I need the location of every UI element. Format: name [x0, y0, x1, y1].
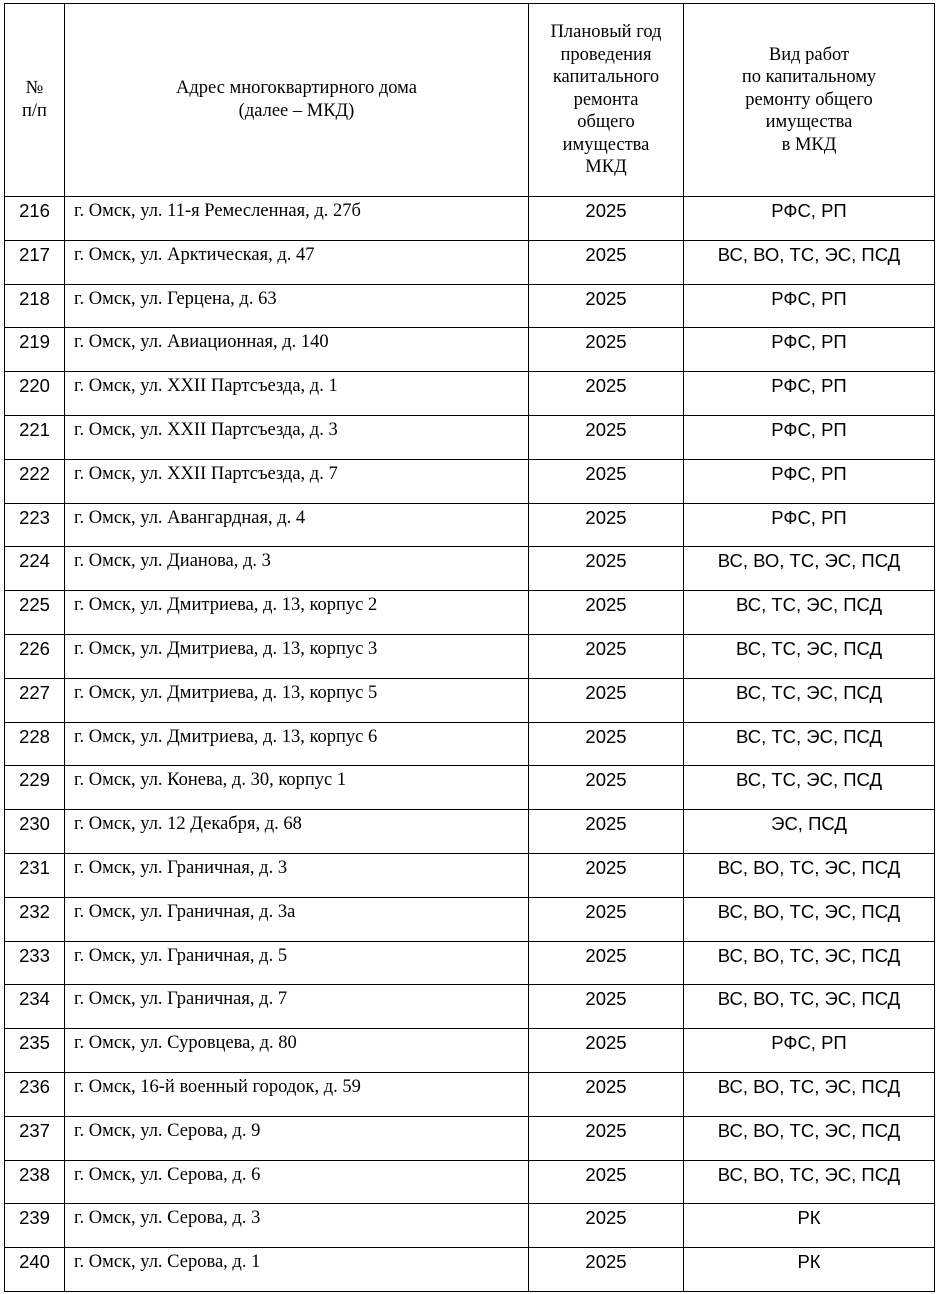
table-row: [5, 678, 935, 722]
table-header-row: [5, 4, 935, 197]
row-address: г. Омск, ул. Граничная, д. 7: [65, 985, 529, 1029]
row-number: 239: [5, 1204, 65, 1248]
row-address: г. Омск, ул. Граничная, д. 5: [65, 941, 529, 985]
row-work-types: ВС, ВО, ТС, ЭС, ПСД: [684, 1116, 935, 1160]
row-planned-year: 2025: [529, 328, 684, 372]
row-address: г. Омск, ул. Арктическая, д. 47: [65, 240, 529, 284]
row-address: г. Омск, ул. Серова, д. 6: [65, 1160, 529, 1204]
row-work-types: ВС, ВО, ТС, ЭС, ПСД: [684, 240, 935, 284]
row-number: 236: [5, 1072, 65, 1116]
header-line: имущества: [562, 134, 650, 155]
table-row: [5, 1160, 935, 1204]
row-work-types: ВС, ВО, ТС, ЭС, ПСД: [684, 1160, 935, 1204]
row-planned-year: 2025: [529, 678, 684, 722]
table-row: [5, 328, 935, 372]
row-planned-year: 2025: [529, 1248, 684, 1292]
header-line: ремонта: [573, 89, 639, 110]
row-work-types: ВС, ВО, ТС, ЭС, ПСД: [684, 941, 935, 985]
row-number: 235: [5, 1029, 65, 1073]
header-line: №: [25, 78, 44, 99]
row-number: 238: [5, 1160, 65, 1204]
table-row: [5, 1029, 935, 1073]
table-row: [5, 197, 935, 241]
table-row: [5, 853, 935, 897]
row-address: г. Омск, ул. Авангардная, д. 4: [65, 503, 529, 547]
row-number: 219: [5, 328, 65, 372]
row-address: г. Омск, ул. Дмитриева, д. 13, корпус 5: [65, 678, 529, 722]
table-row: [5, 1116, 935, 1160]
row-address: г. Омск, ул. Серова, д. 1: [65, 1248, 529, 1292]
header-line: Вид работ: [768, 44, 850, 65]
table-row: [5, 1204, 935, 1248]
row-planned-year: 2025: [529, 1029, 684, 1073]
table-row: [5, 372, 935, 416]
table-row: [5, 591, 935, 635]
row-work-types: ВС, ВО, ТС, ЭС, ПСД: [684, 853, 935, 897]
row-number: 223: [5, 503, 65, 547]
row-number: 234: [5, 985, 65, 1029]
header-num: [5, 4, 65, 197]
row-number: 231: [5, 853, 65, 897]
row-work-types: РК: [684, 1248, 935, 1292]
row-planned-year: 2025: [529, 766, 684, 810]
table-row: [5, 1248, 935, 1292]
row-number: 230: [5, 810, 65, 854]
header-line: Плановый год: [550, 22, 662, 43]
row-planned-year: 2025: [529, 810, 684, 854]
row-work-types: ВС, ТС, ЭС, ПСД: [684, 634, 935, 678]
table-row: [5, 766, 935, 810]
row-planned-year: 2025: [529, 284, 684, 328]
row-number: 232: [5, 897, 65, 941]
row-address: г. Омск, 16-й военный городок, д. 59: [65, 1072, 529, 1116]
header-line: проведения: [560, 44, 652, 65]
row-work-types: ВС, ВО, ТС, ЭС, ПСД: [684, 985, 935, 1029]
row-work-types: РФС, РП: [684, 328, 935, 372]
row-address: г. Омск, ул. Конева, д. 30, корпус 1: [65, 766, 529, 810]
header-line: п/п: [22, 101, 47, 121]
row-address: г. Омск, ул. XXII Партсъезда, д. 7: [65, 459, 529, 503]
row-address: г. Омск, ул. 12 Декабря, д. 68: [65, 810, 529, 854]
row-number: 240: [5, 1248, 65, 1292]
row-address: г. Омск, ул. Суровцева, д. 80: [65, 1029, 529, 1073]
row-address: г. Омск, ул. XXII Партсъезда, д. 1: [65, 372, 529, 416]
row-number: 228: [5, 722, 65, 766]
row-planned-year: 2025: [529, 1160, 684, 1204]
row-address: г. Омск, ул. 11-я Ремесленная, д. 27б: [65, 197, 529, 241]
table-row: [5, 722, 935, 766]
row-number: 229: [5, 766, 65, 810]
header-line: в МКД: [781, 134, 837, 155]
header-line: имущества: [765, 112, 853, 133]
row-number: 225: [5, 591, 65, 635]
header-works: [684, 4, 935, 197]
row-number: 233: [5, 941, 65, 985]
table-row: [5, 634, 935, 678]
row-work-types: ВС, ВО, ТС, ЭС, ПСД: [684, 547, 935, 591]
row-work-types: РФС, РП: [684, 284, 935, 328]
row-address: г. Омск, ул. Дианова, д. 3: [65, 547, 529, 591]
table-row: [5, 284, 935, 328]
row-work-types: РФС, РП: [684, 372, 935, 416]
row-work-types: РФС, РП: [684, 459, 935, 503]
row-planned-year: 2025: [529, 897, 684, 941]
row-work-types: ЭС, ПСД: [684, 810, 935, 854]
row-work-types: РФС, РП: [684, 415, 935, 459]
header-line: капитального: [552, 67, 660, 88]
row-planned-year: 2025: [529, 240, 684, 284]
row-planned-year: 2025: [529, 1204, 684, 1248]
header-line: МКД: [585, 157, 627, 178]
row-planned-year: 2025: [529, 591, 684, 635]
row-address: г. Омск, ул. Дмитриева, д. 13, корпус 2: [65, 591, 529, 635]
row-number: 237: [5, 1116, 65, 1160]
mkd-repair-table: [4, 3, 935, 1292]
row-address: г. Омск, ул. Серова, д. 9: [65, 1116, 529, 1160]
row-number: 218: [5, 284, 65, 328]
row-address: г. Омск, ул. XXII Партсъезда, д. 3: [65, 415, 529, 459]
row-planned-year: 2025: [529, 459, 684, 503]
row-address: г. Омск, ул. Серова, д. 3: [65, 1204, 529, 1248]
row-work-types: ВС, ТС, ЭС, ПСД: [684, 722, 935, 766]
row-work-types: РФС, РП: [684, 1029, 935, 1073]
table-row: [5, 240, 935, 284]
row-planned-year: 2025: [529, 985, 684, 1029]
row-address: г. Омск, ул. Граничная, д. 3: [65, 853, 529, 897]
header-line: по капитальному: [741, 67, 877, 88]
row-planned-year: 2025: [529, 853, 684, 897]
header-year: [529, 4, 684, 197]
row-address: г. Омск, ул. Дмитриева, д. 13, корпус 3: [65, 634, 529, 678]
table-row: [5, 547, 935, 591]
table-row: [5, 941, 935, 985]
row-address: г. Омск, ул. Герцена, д. 63: [65, 284, 529, 328]
table-body: [5, 197, 935, 1292]
table-row: [5, 503, 935, 547]
row-planned-year: 2025: [529, 503, 684, 547]
row-number: 226: [5, 634, 65, 678]
row-planned-year: 2025: [529, 634, 684, 678]
table-row: [5, 810, 935, 854]
header-line: Адрес многоквартирного дома: [176, 78, 417, 99]
row-planned-year: 2025: [529, 372, 684, 416]
row-number: 216: [5, 197, 65, 241]
row-work-types: РФС, РП: [684, 197, 935, 241]
row-planned-year: 2025: [529, 415, 684, 459]
header-address: [65, 4, 529, 197]
row-address: г. Омск, ул. Граничная, д. 3а: [65, 897, 529, 941]
row-address: г. Омск, ул. Авиационная, д. 140: [65, 328, 529, 372]
row-work-types: РК: [684, 1204, 935, 1248]
header-line: ремонту общего: [745, 89, 873, 110]
row-planned-year: 2025: [529, 1072, 684, 1116]
row-planned-year: 2025: [529, 547, 684, 591]
table-row: [5, 459, 935, 503]
row-number: 224: [5, 547, 65, 591]
row-planned-year: 2025: [529, 197, 684, 241]
row-work-types: ВС, ВО, ТС, ЭС, ПСД: [684, 897, 935, 941]
row-work-types: ВС, ТС, ЭС, ПСД: [684, 766, 935, 810]
row-work-types: РФС, РП: [684, 503, 935, 547]
table-row: [5, 985, 935, 1029]
row-work-types: ВС, ТС, ЭС, ПСД: [684, 678, 935, 722]
row-number: 222: [5, 459, 65, 503]
table-row: [5, 415, 935, 459]
row-planned-year: 2025: [529, 1116, 684, 1160]
header-line: (далее – МКД): [238, 101, 355, 121]
row-address: г. Омск, ул. Дмитриева, д. 13, корпус 6: [65, 722, 529, 766]
table-row: [5, 897, 935, 941]
row-planned-year: 2025: [529, 722, 684, 766]
table-row: [5, 1072, 935, 1116]
row-planned-year: 2025: [529, 941, 684, 985]
row-number: 227: [5, 678, 65, 722]
row-work-types: ВС, ТС, ЭС, ПСД: [684, 591, 935, 635]
header-line: общего: [577, 112, 635, 133]
row-work-types: ВС, ВО, ТС, ЭС, ПСД: [684, 1072, 935, 1116]
row-number: 220: [5, 372, 65, 416]
row-number: 217: [5, 240, 65, 284]
row-number: 221: [5, 415, 65, 459]
